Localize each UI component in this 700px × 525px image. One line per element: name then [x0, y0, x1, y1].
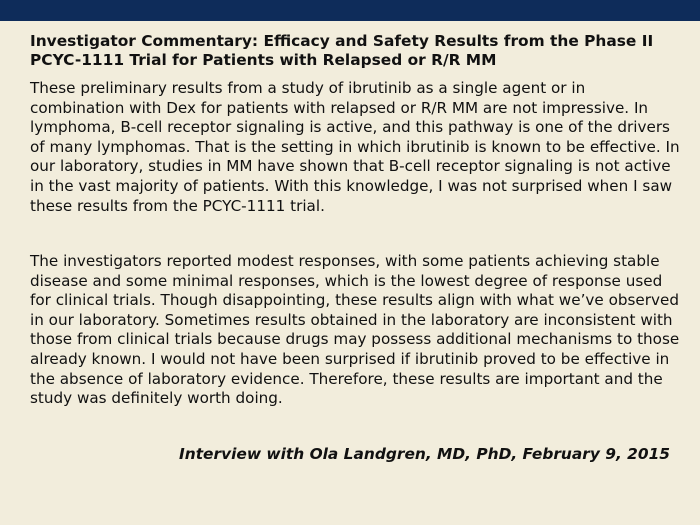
commentary-paragraph-2: The investigators reported modest responses, with some patients achieving stable disease and some minimal responses, which is the lowest degree of response used for clinical trials. Though disappointing, these results align with what we’ve observed in our laboratory. Sometimes results obtained in the laboratory are inconsistent with those from clinical trials because drugs may possess additional mechanisms to those already known. I would not have been surprised if ibrutinib proved to be effective in the absence of laboratory evidence. Therefore, these results are important and the study was definitely worth doing.: [30, 252, 680, 408]
header-band: [0, 0, 700, 21]
slide-title: Investigator Commentary: Efficacy and Safety Results from the Phase II PCYC-1111 Trial for Patients with Relapsed or R/R MM: [30, 32, 654, 69]
interview-attribution: Interview with Ola Landgren, MD, PhD, February 9, 2015: [179, 445, 670, 463]
commentary-paragraph-1: These preliminary results from a study of ibrutinib as a single agent or in combination with Dex for patients with relapsed or R/R MM are not impressive. In lymphoma, B-cell receptor signaling is active, and this pathway is one of the drivers of many lymphomas. That is the setting in which ibrutinib is known to be effective. In our laboratory, studies in MM have shown that B-cell receptor signaling is not active in the vast majority of patients. With this knowledge, I was not surprised when I saw these results from the PCYC-1111 trial.: [30, 79, 680, 215]
